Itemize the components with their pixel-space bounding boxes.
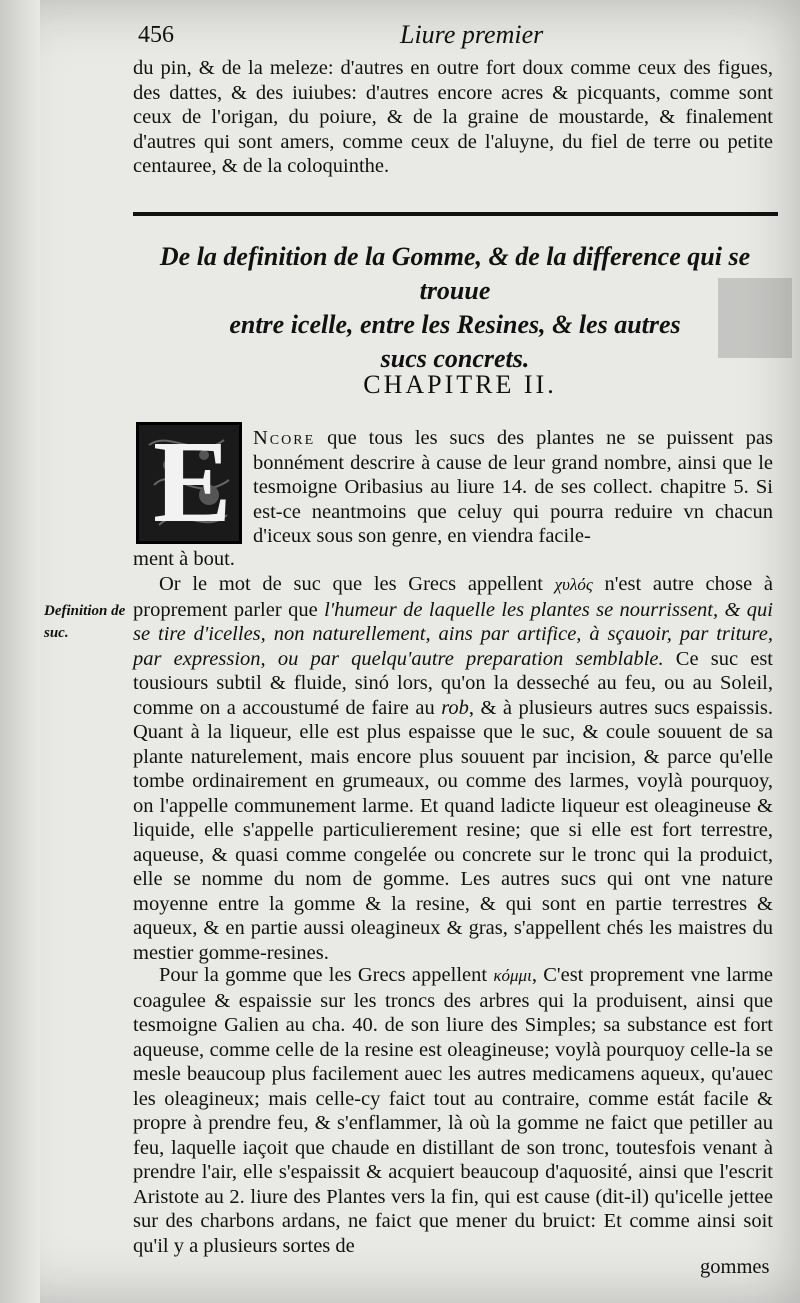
page-gutter-shadow (0, 0, 40, 1303)
section-divider-rule (133, 212, 778, 216)
p2-text-3: Ce suc est tousiours subtil & fluide, sinó lors, qu'on la desseché au feu, ou au Soleil, comme on a accoustumé de faire au (133, 647, 774, 719)
p2-rob: rob (441, 696, 469, 719)
paragraph-3 (133, 963, 773, 1258)
heading-line-1: De la definition de la Gomme, & de la difference qui se trouue (159, 242, 751, 305)
chapter-number: CHAPITRE II. (363, 370, 557, 399)
paragraph-1-first-block (253, 426, 773, 549)
p3-greek-word: κόμμι (493, 966, 532, 985)
p3-text-1: Pour la gomme que les Grecs appellent (159, 964, 488, 986)
p2-greek-word: χυλός (554, 575, 593, 594)
chapter-heading (130, 240, 780, 376)
p2-text-4: , & à plusieurs autres sucs espaissis. Quant à la liqueur, elle est plus espaisse que le suc, & coule souuent de sa plante naturelement, mais encore plus souuent par incision, & parce qu'elle tombe ordinairement en grumeaux, ou comme des larmes, voylà pourquoy, on l'appelle communement larme. Et quand ladicte liqueur est oleagineuse & liquide, elle s'appelle particulierement resine; que si elle est fort terrestre, aqueuse, & quasi comme congelée ou concrete sur le tronc qui la produict, elle se nomme du nom de gomme. Les autres sucs qui ont vne nature moyenne entre la gomme & la resine, & qui sont en partie terrestres & aqueux, & en partie aussi oleagineux & gras, s'appellent chés les maistres du mestier gomme-resines. (133, 696, 773, 964)
catchword: gommes (700, 1256, 770, 1278)
margin-note: Definition de suc. (44, 603, 126, 641)
p2-text-1: Or le mot de suc que les Grecs appellent (159, 573, 543, 595)
running-title: Liure premier (400, 20, 544, 49)
paragraph-2 (133, 572, 773, 965)
p2-text-2: n'est autre chose à proprement parler que (133, 573, 774, 621)
p2-italic-definition: l'humeur de laquelle les plantes se nourrissent, & qui se tire d'icelles, non naturellement, ains par artifice, à sçauoir, par triture, par expression, ou par quelqu'autre preparation semblable. (133, 598, 774, 670)
page-number: 456 (138, 22, 174, 48)
paragraph-1-rest: ment à bout. (133, 548, 235, 570)
decorated-initial (136, 416, 242, 547)
running-head (130, 20, 770, 54)
top-paragraph: du pin, & de la meleze: d'autres en outre fort doux comme ceux des figues, des dattes, & des iuiubes: d'autres encore acres & picquants, comme sont ceux de l'origan, du poiure, & de la graine de moustarde, & finalement d'autres qui sont amers, comme ceux de l'aluyne, du fiel de terre ou petite centauree, & de la coloquinthe. (133, 57, 773, 177)
dropcap-letter: E (153, 416, 232, 547)
paragraph-1-smallcaps: Ncore (253, 427, 316, 449)
paragraph-1-text: que tous les sucs des plantes ne se puissent pas bonnément descrire à cause de leur grand nombre, ainsi que le tesmoigne Oribasius au liure 14. de ses collect. chapitre 5. Si est-ce neantmoins que celuy qui pourra reduire vn chacun d'iceux sous son genre, en viendra facile- (253, 427, 773, 547)
heading-line-3: sucs concrets. (380, 344, 530, 373)
p3-text-2: , C'est proprement vne larme coagulee & espaissie sur les troncs des arbres qui la produisent, ainsi que tesmoigne Galien au cha. 40. de son liure des Simples; sa substance est fort aqueuse, comme celle de la resine est oleagineuse; voylà pourquoy celle-la se mesle beaucoup plus facilement auec les autres medicamens aqueux, qu'auec les oleagineux; mais celle-cy faict tout au contraire, comme estát facile & propre à prendre feu, & s'enflammer, là où la gomme ne faict que petiller au feu, laquelle iaçoit que chaude en distillant de son tronc, toutesfois venant à prendre l'air, elle s'espaissit & acquiert beaucoup d'aquosité, ainsi que l'escrit Aristote au 2. liure des Plantes vers la fin, qui est cause (dit-il) qu'icelle jettee sur des charbons ardans, ne faict que mener du bruict: Et comme ainsi soit qu'il y a plusieurs sortes de (133, 964, 773, 1257)
heading-line-2: entre icelle, entre les Resines, & les autres (229, 310, 681, 339)
